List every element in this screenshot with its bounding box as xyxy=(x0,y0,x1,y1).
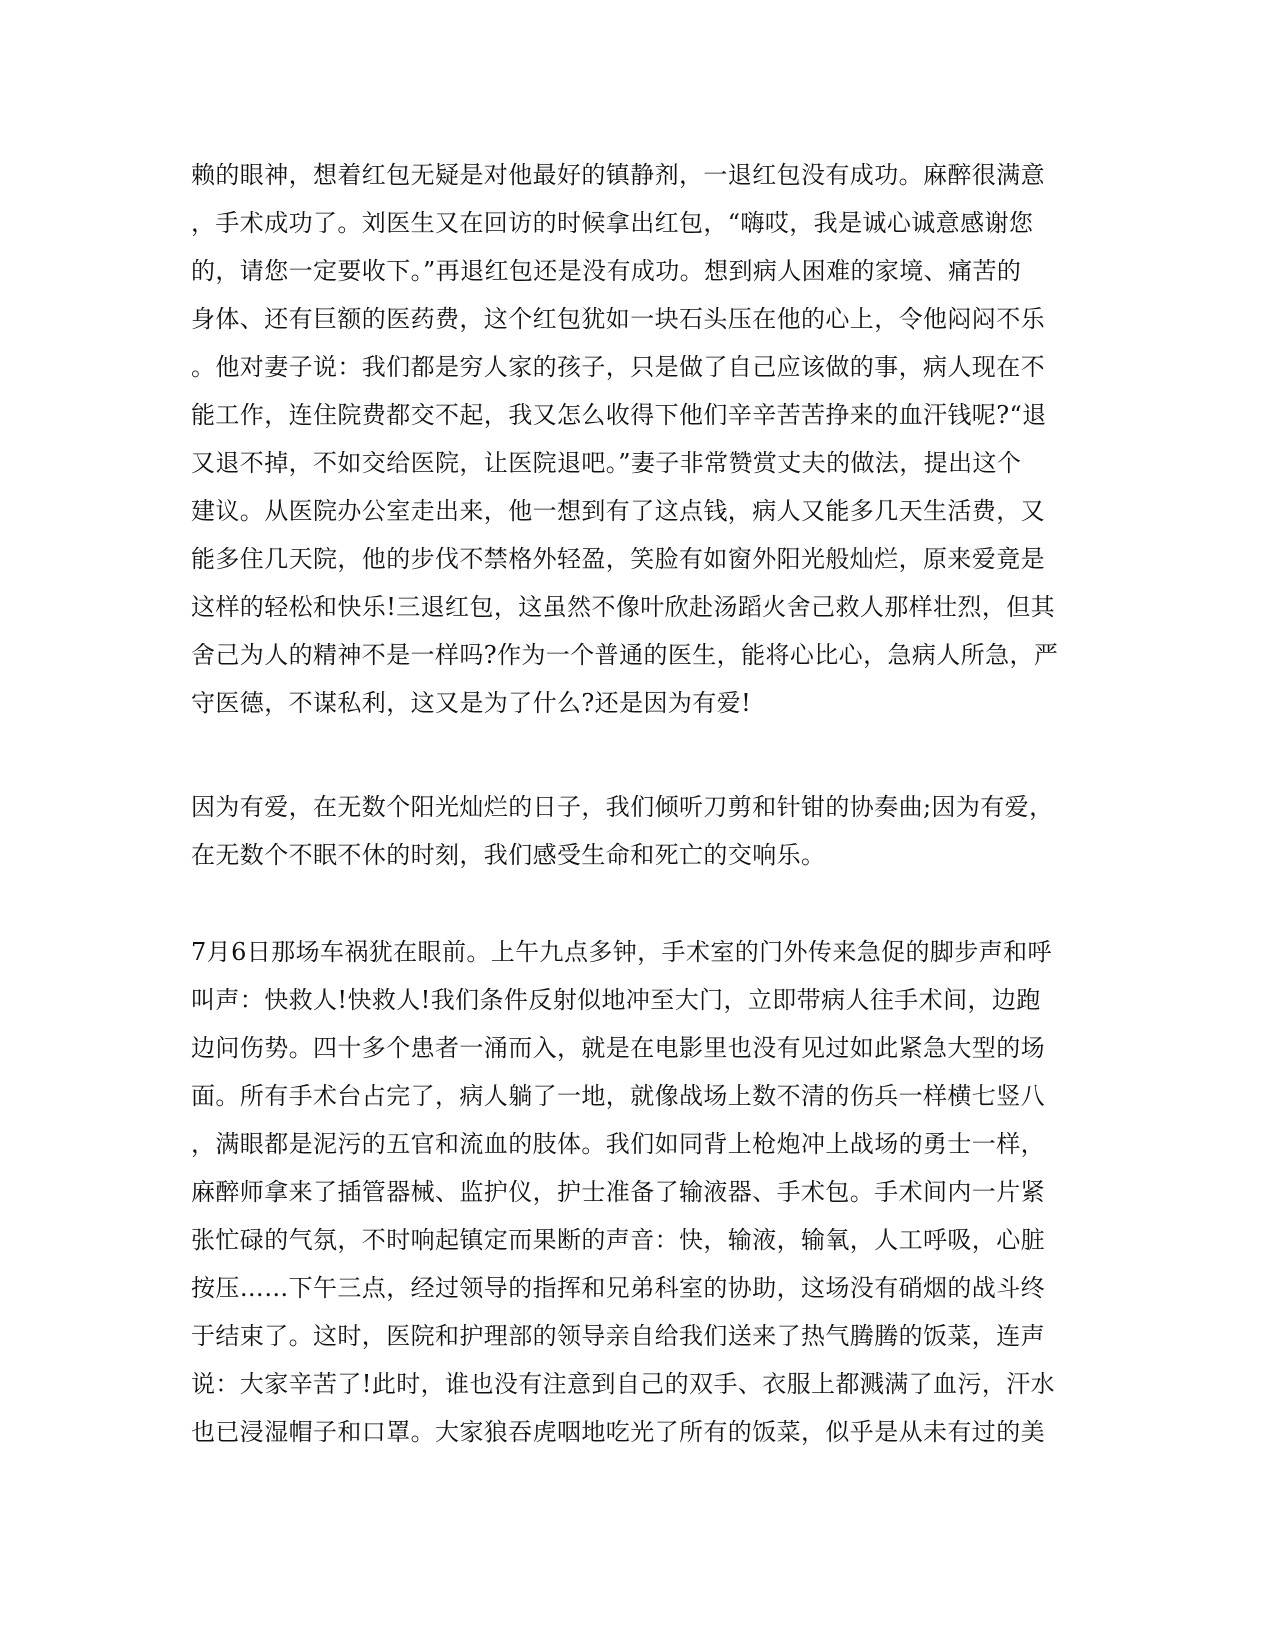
text-line: 于结束了。这时，医院和护理部的领导亲自给我们送来了热气腾腾的饭菜，连声 xyxy=(191,1322,1045,1350)
text-line: 7月6日那场车祸犹在眼前。上午九点多钟，手术室的门外传来急促的脚步声和呼 xyxy=(191,938,1052,966)
text-line: 麻醉师拿来了插管器械、监护仪，护士准备了输液器、手术包。手术间内一片紧 xyxy=(191,1178,1045,1206)
text-line: ，满眼都是泥污的五官和流血的肢体。我们如同背上枪炮冲上战场的勇士一样， xyxy=(191,1130,1045,1158)
text-line: 建议。从医院办公室走出来，他一想到有了这点钱，病人又能多几天生活费，又 xyxy=(191,497,1045,525)
text-line: 舍己为人的精神不是一样吗?作为一个普通的医生，能将心比心，急病人所急，严 xyxy=(191,641,1059,669)
paragraph-red-envelope xyxy=(191,151,1083,727)
text-line: 面。所有手术台占完了，病人躺了一地，就像战场上数不清的伤兵一样横七竖八 xyxy=(191,1082,1045,1110)
text-line: 按压……下午三点，经过领导的指挥和兄弟科室的协助，这场没有硝烟的战斗终 xyxy=(191,1274,1045,1302)
text-line: ，手术成功了。刘医生又在回访的时候拿出红包，“嗨哎，我是诚心诚意感谢您 xyxy=(191,209,1034,237)
text-line: 这样的轻松和快乐!三退红包，这虽然不像叶欣赴汤蹈火舍己救人那样壮烈，但其 xyxy=(191,593,1056,621)
text-line: 又退不掉，不如交给医院，让医院退吧。”妻子非常赞赏丈夫的做法，提出这个 xyxy=(191,449,1022,477)
paragraph-car-accident xyxy=(191,928,1083,1456)
text-line: 的，请您一定要收下。”再退红包还是没有成功。想到病人困难的家境、痛苦的 xyxy=(191,257,1022,285)
text-line: 边问伤势。四十多个患者一涌而入，就是在电影里也没有见过如此紧急大型的场 xyxy=(191,1034,1045,1062)
text-line: 在无数个不眠不休的时刻，我们感受生命和死亡的交响乐。 xyxy=(191,841,826,869)
text-line: 。他对妻子说：我们都是穷人家的孩子，只是做了自己应该做的事，病人现在不 xyxy=(191,353,1045,381)
text-line: 能多住几天院，他的步伐不禁格外轻盈，笑脸有如窗外阳光般灿烂，原来爱竟是 xyxy=(191,545,1045,573)
text-line: 说：大家辛苦了!此时，谁也没有注意到自己的双手、衣服上都溅满了血污，汗水 xyxy=(191,1370,1056,1398)
text-line: 因为有爱，在无数个阳光灿烂的日子，我们倾听刀剪和针钳的协奏曲;因为有爱， xyxy=(191,793,1054,821)
text-line: 赖的眼神，想着红包无疑是对他最好的镇静剂，一退红包没有成功。麻醉很满意 xyxy=(191,161,1045,189)
text-line: 也已浸湿帽子和口罩。大家狼吞虎咽地吃光了所有的饭菜，似乎是从未有过的美 xyxy=(191,1418,1045,1446)
paragraph-because-of-love xyxy=(191,783,1083,879)
text-line: 身体、还有巨额的医药费，这个红包犹如一块石头压在他的心上，令他闷闷不乐 xyxy=(191,305,1045,333)
text-line: 叫声：快救人!快救人!我们条件反射似地冲至大门，立即带病人往手术间，边跑 xyxy=(191,986,1041,1014)
text-line: 张忙碌的气氛，不时响起镇定而果断的声音：快，输液，输氧，人工呼吸，心脏 xyxy=(191,1226,1045,1254)
text-line: 能工作，连住院费都交不起，我又怎么收得下他们辛辛苦苦挣来的血汗钱呢?“退 xyxy=(191,401,1047,429)
text-line: 守医德，不谋私利，这又是为了什么?还是因为有爱! xyxy=(191,689,752,717)
